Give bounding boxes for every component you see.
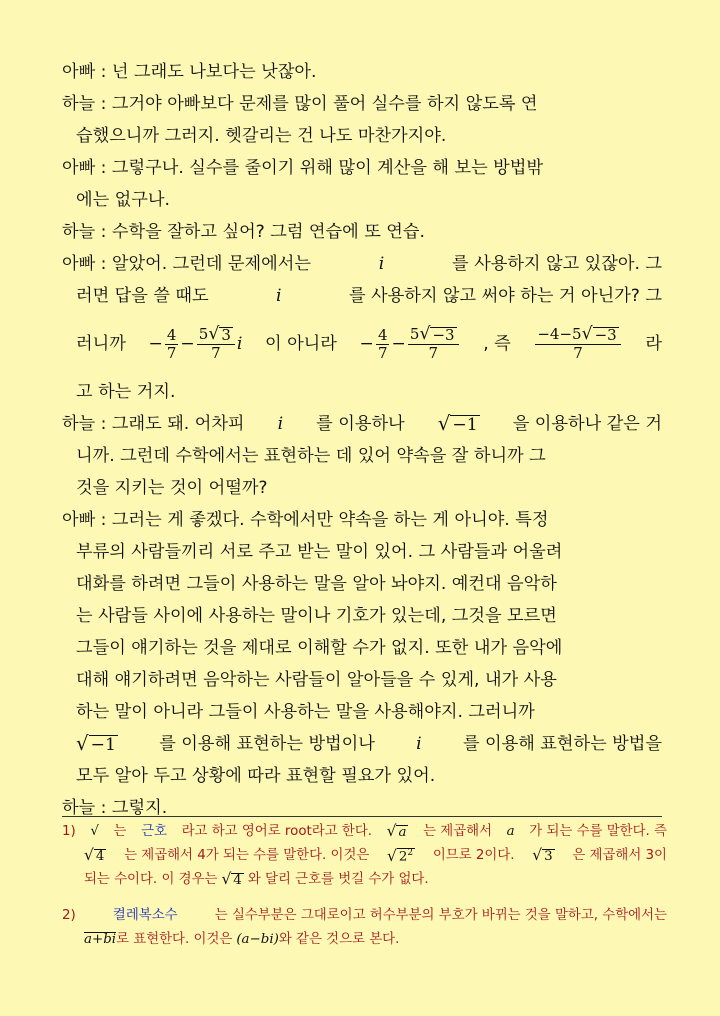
- minus-sign: −: [148, 334, 163, 354]
- text: 대화를 하려면 그들이 사용하는 말을 알아 놔야지. 예컨대 음악하: [76, 574, 557, 594]
- base: 2: [398, 849, 408, 865]
- imaginary-unit: i: [416, 734, 422, 754]
- dialogue-body: [62, 56, 662, 824]
- dialogue-line: [62, 216, 662, 248]
- radical-sign: √: [386, 822, 397, 841]
- radical-sign: √: [419, 324, 431, 345]
- sqrt-4: [84, 848, 106, 863]
- dialogue-line: [62, 632, 662, 664]
- text: 니까. 그런데 수학에서는 표현하는 데 있어 약속을 잘 하니까 그: [76, 446, 546, 466]
- radical-sign: √: [84, 846, 94, 865]
- footnotes: [62, 820, 667, 952]
- variable-a: a: [506, 824, 515, 839]
- footnote-number: 2): [62, 908, 76, 923]
- radicand: a: [398, 824, 407, 840]
- combined-fraction: [535, 326, 620, 361]
- denominator: 7: [428, 343, 438, 362]
- imaginary-unit: i: [378, 254, 385, 274]
- radical-sign: √: [208, 324, 220, 345]
- term-root: 근호: [141, 824, 167, 839]
- radicand: −1: [452, 414, 478, 435]
- dialogue-line: [62, 664, 662, 696]
- radical-sign: √: [581, 324, 593, 345]
- text: 라고 하고 영어로 root라고 한다.: [181, 824, 373, 839]
- radicand: −1: [90, 734, 116, 755]
- dialogue-line: [62, 248, 662, 280]
- numerator: 4: [377, 325, 388, 344]
- footnote-divider: [62, 816, 662, 817]
- text: 는 실수부분은 그대로이고 허수부분의 부호가 바뀌는 것을 말하고, 수학에서는: [214, 908, 667, 923]
- expression: (a−bi): [236, 932, 279, 947]
- formula-with-i: [148, 312, 242, 376]
- dialogue-line: [62, 440, 662, 472]
- term-conjugate: 켤레복소수: [112, 908, 178, 923]
- text: 이므로 2이다.: [432, 848, 515, 863]
- denominator: 7: [573, 343, 583, 362]
- text: 를 이용하나: [316, 414, 405, 434]
- sqrt: [582, 326, 619, 343]
- denominator: 7: [166, 343, 177, 362]
- radicand: [397, 848, 415, 865]
- radicand: 4: [233, 872, 242, 888]
- text: 하늘 : 그거야 아빠보다 문제를 많이 풀어 실수를 하지 않도록 연: [62, 94, 538, 114]
- sqrt-3: [532, 848, 554, 863]
- minus-sign: −: [359, 334, 374, 354]
- minus-sign: −: [391, 334, 406, 354]
- text: 대해 얘기하려면 음악하는 사람들이 알아들을 수 있게, 내가 사용: [76, 670, 557, 690]
- imaginary-unit: i: [236, 334, 243, 354]
- text: 되는 수이다. 이 경우는: [84, 872, 218, 887]
- dialogue-line: [62, 504, 662, 536]
- imaginary-unit: i: [276, 286, 282, 306]
- numerator: [535, 326, 620, 344]
- text: 이 아니라: [265, 334, 337, 354]
- text: 습했으니까 그러지. 헷갈리는 건 나도 마찬가지야.: [76, 126, 447, 146]
- text: 로 표현한다. 이것은: [116, 932, 233, 947]
- radical-sign: √: [387, 846, 397, 865]
- numerator: [408, 326, 459, 344]
- text: 는 제곱해서 4가 되는 수를 말한다. 이것은: [124, 848, 370, 863]
- dialogue-line: [62, 568, 662, 600]
- text: 모두 알아 두고 상황에 따라 표현할 필요가 있어.: [76, 766, 436, 786]
- fraction: [197, 326, 235, 361]
- text: 하는 말이 아니라 그들이 사용하는 말을 사용해야지. 그러니까: [76, 702, 535, 722]
- minus-sign: −: [180, 334, 195, 354]
- text: 가 되는 수를 말한다. 즉: [529, 824, 667, 839]
- dialogue-line: [62, 120, 662, 152]
- sqrt-2-squared: [387, 848, 415, 865]
- footnote-1-line: [62, 844, 667, 868]
- text: 에는 없구나.: [76, 190, 170, 210]
- numerator: 4: [166, 325, 177, 344]
- text: 러니까: [76, 334, 126, 354]
- text: 러면 답을 쓸 때도: [76, 286, 209, 306]
- dialogue-line: [62, 696, 662, 728]
- text: 와 같은 것으로 본다.: [278, 932, 400, 947]
- radicand: −3: [594, 325, 617, 344]
- text: 하늘 : 그렇지.: [62, 798, 168, 818]
- text: 부류의 사람들끼리 서로 주고 받는 말이 있어. 그 사람들과 어울려: [76, 542, 563, 562]
- radical-sign: √: [221, 870, 232, 889]
- dialogue-line: [62, 88, 662, 120]
- denominator: 7: [377, 343, 388, 362]
- conjugate-expression: a+bi: [84, 932, 117, 948]
- imaginary-unit: i: [277, 414, 284, 434]
- text: 를 이용해 표현하는 방법이나: [159, 734, 375, 754]
- radical-sign: √: [532, 846, 543, 865]
- sqrt-neg1: [76, 734, 118, 754]
- dialogue-line: [62, 760, 662, 792]
- sqrt: [208, 326, 233, 343]
- radicand: −3: [432, 325, 455, 344]
- footnote-number: 1): [62, 824, 76, 839]
- radical-sign: √: [437, 412, 451, 436]
- sqrt-a: [387, 824, 409, 839]
- text: 는 제곱해서: [423, 824, 493, 839]
- radicand: 4: [95, 848, 105, 864]
- dialogue-line: [62, 152, 662, 184]
- text: 은 제곱해서 3이: [572, 848, 667, 863]
- dialogue-line: [62, 408, 662, 440]
- fraction: [165, 327, 179, 362]
- numerator-prefix: −4−5: [537, 325, 582, 344]
- dialogue-line: [62, 536, 662, 568]
- footnote-1-line: [62, 868, 667, 892]
- fraction: [376, 327, 390, 362]
- text: 를 사용하지 않고 써야 하는 거 아닌가? 그: [348, 286, 662, 306]
- footnote-1-line: [62, 820, 667, 844]
- text: 와 달리 근호를 벗길 수가 없다.: [247, 872, 429, 887]
- dialogue-line: [62, 56, 662, 88]
- sqrt-4: [221, 872, 243, 887]
- radicand: 3: [221, 325, 231, 344]
- text: 는: [113, 824, 127, 839]
- dialogue-line: [62, 376, 662, 408]
- dialogue-line: [62, 184, 662, 216]
- text: 는 사람들 사이에 사용하는 말이나 기호가 있는데, 그것을 모르면: [76, 606, 557, 626]
- numerator: [197, 326, 235, 344]
- text: 하늘 : 그래도 돼. 어차피: [62, 414, 245, 434]
- coefficient: 5: [409, 325, 420, 344]
- radical-symbol: √: [90, 824, 99, 839]
- text: 를 사용하지 않고 있잖아. 그: [452, 254, 662, 274]
- dialogue-line: [62, 280, 662, 312]
- radical-sign: √: [76, 732, 89, 756]
- dialogue-line: [62, 728, 662, 760]
- text: 것을 지키는 것이 어떨까?: [76, 478, 268, 498]
- fraction: [408, 326, 459, 361]
- dialogue-line: [62, 472, 662, 504]
- exponent: 2: [407, 847, 414, 858]
- text: 그들이 얘기하는 것을 제대로 이해할 수가 없지. 또한 내가 음악에: [76, 638, 563, 658]
- text: 라: [645, 334, 662, 354]
- text: 아빠 : 그렇구나. 실수를 줄이기 위해 많이 계산을 해 보는 방법밖: [62, 158, 543, 178]
- text: 아빠 : 넌 그래도 나보다는 낫잖아.: [62, 62, 317, 82]
- footnote-2-line: [62, 904, 667, 928]
- text: 아빠 : 알았어. 그런데 문제에서는: [62, 254, 311, 274]
- footnote-2-line: [62, 928, 667, 952]
- text: 을 이용하나 같은 거: [512, 414, 662, 434]
- sqrt: [419, 326, 456, 343]
- formula-with-sqrt: [360, 312, 461, 376]
- text: 아빠 : 그러는 게 좋겠다. 수학에서만 약속을 하는 게 아니야. 특정: [62, 510, 549, 530]
- text: 를 이용해 표현하는 방법을: [462, 734, 662, 754]
- radicand: 3: [544, 848, 553, 864]
- dialogue-line: [62, 600, 662, 632]
- denominator: 7: [211, 343, 221, 362]
- sqrt-neg1: [438, 414, 480, 434]
- dialogue-line-formula: [62, 312, 662, 376]
- coefficient: 5: [198, 325, 209, 344]
- text: , 즉: [483, 334, 511, 354]
- text: 하늘 : 수학을 잘하고 싶어? 그럼 연습에 또 연습.: [62, 222, 425, 242]
- text: 고 하는 거지.: [76, 382, 176, 402]
